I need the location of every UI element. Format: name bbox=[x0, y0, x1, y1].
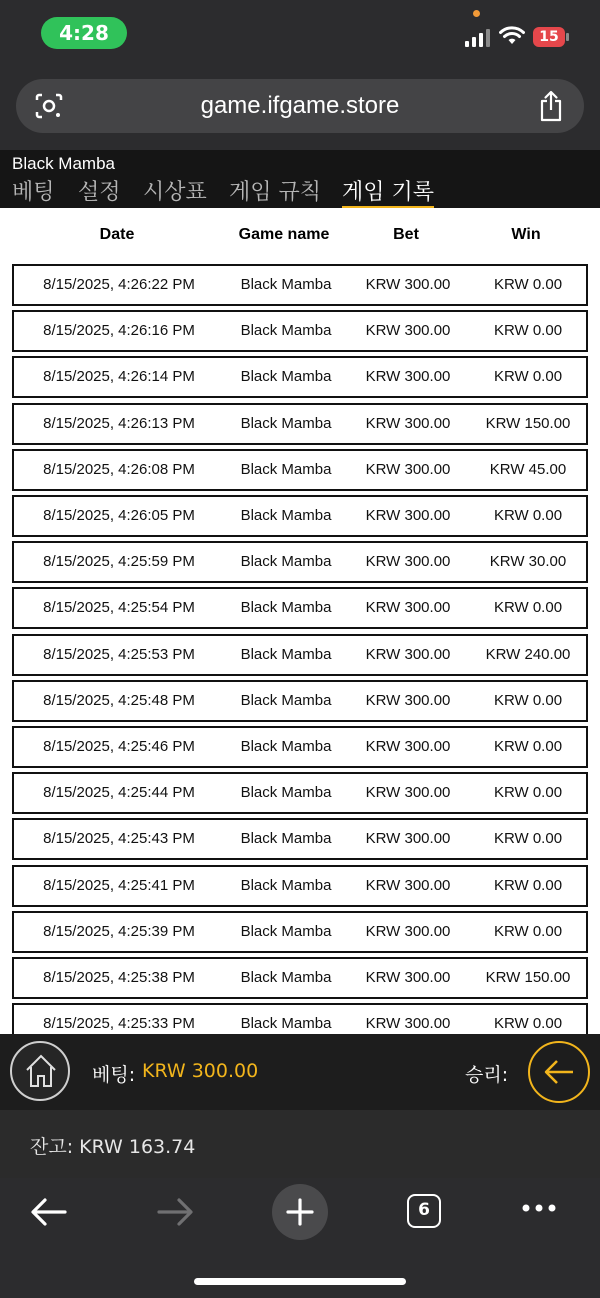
more-icon[interactable] bbox=[521, 1202, 557, 1214]
game-history-table[interactable] bbox=[0, 208, 600, 1034]
cell-date: 8/15/2025, 4:25:46 PM bbox=[43, 738, 195, 755]
cell-date: 8/15/2025, 4:26:14 PM bbox=[43, 368, 195, 386]
home-button[interactable] bbox=[10, 1041, 70, 1101]
tab-settings[interactable]: 설정 bbox=[78, 180, 121, 205]
cell-game: Black Mamba bbox=[240, 691, 332, 709]
balance-bar bbox=[0, 1110, 600, 1178]
table-row[interactable] bbox=[12, 865, 588, 907]
tab-paytable[interactable]: 시상표 bbox=[143, 180, 207, 205]
tabs-icon[interactable]: 6 bbox=[407, 1194, 441, 1228]
table-row[interactable] bbox=[12, 634, 588, 676]
home-icon bbox=[25, 1054, 57, 1088]
bet-bar bbox=[0, 1034, 600, 1110]
cell-win: KRW 0.00 bbox=[493, 738, 563, 755]
cell-win: KRW 150.00 bbox=[485, 414, 571, 432]
balance-text: 잔고: KRW 163.74 bbox=[30, 1136, 196, 1158]
cell-bet: KRW 300.00 bbox=[365, 414, 451, 432]
win-label: 승리: bbox=[465, 1064, 509, 1086]
cell-date: 8/15/2025, 4:26:16 PM bbox=[43, 322, 195, 340]
cell-bet: KRW 300.00 bbox=[365, 368, 451, 386]
cell-bet: KRW 300.00 bbox=[365, 507, 451, 524]
cell-date: 8/15/2025, 4:26:05 PM bbox=[43, 507, 195, 524]
tab-game-history[interactable]: 게임 기록 bbox=[342, 178, 434, 208]
table-row[interactable] bbox=[12, 1003, 588, 1034]
tab-game-rules[interactable]: 게임 규칙 bbox=[229, 180, 322, 205]
table-row[interactable] bbox=[12, 310, 588, 352]
cell-win: KRW 0.00 bbox=[493, 876, 563, 894]
table-row[interactable] bbox=[12, 356, 588, 398]
url-text[interactable]: game.ifgame.store bbox=[200, 92, 400, 119]
cell-game: Black Mamba bbox=[240, 553, 332, 571]
cell-win: KRW 45.00 bbox=[489, 460, 567, 478]
cell-game: Black Mamba bbox=[240, 322, 332, 340]
cell-date: 8/15/2025, 4:25:59 PM bbox=[43, 553, 195, 571]
cell-game: Black Mamba bbox=[240, 599, 332, 617]
cell-win: KRW 0.00 bbox=[493, 1015, 563, 1033]
table-row[interactable] bbox=[12, 726, 588, 768]
cell-bet: KRW 300.00 bbox=[365, 691, 451, 709]
table-row[interactable] bbox=[12, 264, 588, 306]
column-header-bet: Bet bbox=[393, 226, 419, 243]
cell-win: KRW 0.00 bbox=[493, 368, 563, 386]
back-icon[interactable] bbox=[30, 1196, 68, 1228]
cell-date: 8/15/2025, 4:26:08 PM bbox=[43, 460, 195, 478]
back-to-game-button[interactable] bbox=[528, 1041, 590, 1103]
table-row[interactable] bbox=[12, 403, 588, 445]
cell-win: KRW 30.00 bbox=[489, 553, 567, 571]
wifi-icon bbox=[499, 26, 525, 46]
address-bar[interactable] bbox=[16, 79, 584, 133]
cell-game: Black Mamba bbox=[240, 922, 332, 940]
cell-win: KRW 0.00 bbox=[493, 922, 563, 940]
cell-bet: KRW 300.00 bbox=[365, 276, 451, 293]
cell-date: 8/15/2025, 4:25:39 PM bbox=[43, 922, 195, 940]
cell-date: 8/15/2025, 4:25:38 PM bbox=[43, 969, 195, 986]
table-row[interactable] bbox=[12, 495, 588, 537]
cell-game: Black Mamba bbox=[240, 368, 332, 386]
cell-game: Black Mamba bbox=[240, 1015, 332, 1033]
cell-date: 8/15/2025, 4:25:48 PM bbox=[43, 691, 195, 709]
cell-win: KRW 0.00 bbox=[493, 784, 563, 802]
table-row[interactable] bbox=[12, 772, 588, 814]
cell-win: KRW 0.00 bbox=[493, 276, 563, 293]
home-indicator bbox=[194, 1278, 406, 1285]
browser-chrome bbox=[0, 70, 600, 150]
game-tabs bbox=[0, 178, 600, 208]
table-row[interactable] bbox=[12, 449, 588, 491]
tab-betting[interactable]: 베팅 bbox=[12, 180, 55, 205]
cell-win: KRW 0.00 bbox=[493, 691, 563, 709]
cell-game: Black Mamba bbox=[240, 830, 332, 848]
share-icon[interactable] bbox=[538, 90, 564, 122]
cell-win: KRW 240.00 bbox=[485, 645, 571, 663]
cell-win: KRW 0.00 bbox=[493, 830, 563, 848]
forward-icon[interactable] bbox=[156, 1196, 194, 1228]
cell-bet: KRW 300.00 bbox=[365, 645, 451, 663]
table-row[interactable] bbox=[12, 818, 588, 860]
table-row[interactable] bbox=[12, 680, 588, 722]
table-header bbox=[0, 218, 600, 254]
cell-game: Black Mamba bbox=[240, 876, 332, 894]
cell-bet: KRW 300.00 bbox=[365, 738, 451, 755]
cell-win: KRW 0.00 bbox=[493, 507, 563, 524]
cell-bet: KRW 300.00 bbox=[365, 969, 451, 986]
cell-game: Black Mamba bbox=[240, 969, 332, 986]
cell-game: Black Mamba bbox=[240, 276, 332, 293]
table-row[interactable] bbox=[12, 911, 588, 953]
new-tab-button[interactable] bbox=[272, 1184, 328, 1240]
table-row[interactable] bbox=[12, 957, 588, 999]
plus-icon bbox=[286, 1198, 314, 1226]
cell-date: 8/15/2025, 4:25:54 PM bbox=[43, 599, 195, 617]
cell-bet: KRW 300.00 bbox=[365, 553, 451, 571]
cell-date: 8/15/2025, 4:25:33 PM bbox=[43, 1015, 195, 1033]
cell-win: KRW 0.00 bbox=[493, 599, 563, 617]
browser-toolbar bbox=[0, 1178, 600, 1298]
cell-date: 8/15/2025, 4:25:41 PM bbox=[43, 876, 195, 894]
cell-bet: KRW 300.00 bbox=[365, 876, 451, 894]
cell-bet: KRW 300.00 bbox=[365, 1015, 451, 1033]
bet-label: 베팅: bbox=[92, 1064, 136, 1086]
cell-win: KRW 150.00 bbox=[485, 969, 571, 986]
cell-date: 8/15/2025, 4:25:43 PM bbox=[43, 830, 195, 848]
cell-date: 8/15/2025, 4:26:22 PM bbox=[43, 276, 195, 293]
cell-game: Black Mamba bbox=[240, 414, 332, 432]
cell-bet: KRW 300.00 bbox=[365, 830, 451, 848]
battery-icon bbox=[533, 27, 569, 47]
arrow-left-icon bbox=[543, 1057, 575, 1087]
cell-date: 8/15/2025, 4:25:53 PM bbox=[43, 645, 195, 663]
cell-date: 8/15/2025, 4:26:13 PM bbox=[43, 414, 195, 432]
cell-bet: KRW 300.00 bbox=[365, 784, 451, 802]
cell-date: 8/15/2025, 4:25:44 PM bbox=[43, 784, 195, 802]
status-time: 4:28 bbox=[41, 17, 127, 49]
cell-game: Black Mamba bbox=[240, 645, 332, 663]
cell-bet: KRW 300.00 bbox=[365, 460, 451, 478]
column-header-win: Win bbox=[511, 226, 541, 243]
game-header bbox=[0, 150, 600, 208]
recording-dot bbox=[473, 10, 480, 17]
game-title: Black Mamba bbox=[12, 154, 115, 173]
cell-bet: KRW 300.00 bbox=[365, 599, 451, 617]
cell-bet: KRW 300.00 bbox=[365, 322, 451, 340]
column-header-game: Game name bbox=[238, 226, 330, 243]
cell-game: Black Mamba bbox=[240, 738, 332, 755]
cell-game: Black Mamba bbox=[240, 507, 332, 524]
bet-value: KRW 300.00 bbox=[142, 1060, 259, 1082]
signal-icon bbox=[465, 29, 491, 47]
table-row[interactable] bbox=[12, 587, 588, 629]
cell-win: KRW 0.00 bbox=[493, 322, 563, 340]
status-bar bbox=[0, 0, 600, 70]
battery-level: 15 bbox=[539, 29, 559, 45]
table-row[interactable] bbox=[12, 541, 588, 583]
column-header-date: Date bbox=[99, 226, 135, 243]
cell-bet: KRW 300.00 bbox=[365, 922, 451, 940]
cell-game: Black Mamba bbox=[240, 784, 332, 802]
cell-game: Black Mamba bbox=[240, 460, 332, 478]
